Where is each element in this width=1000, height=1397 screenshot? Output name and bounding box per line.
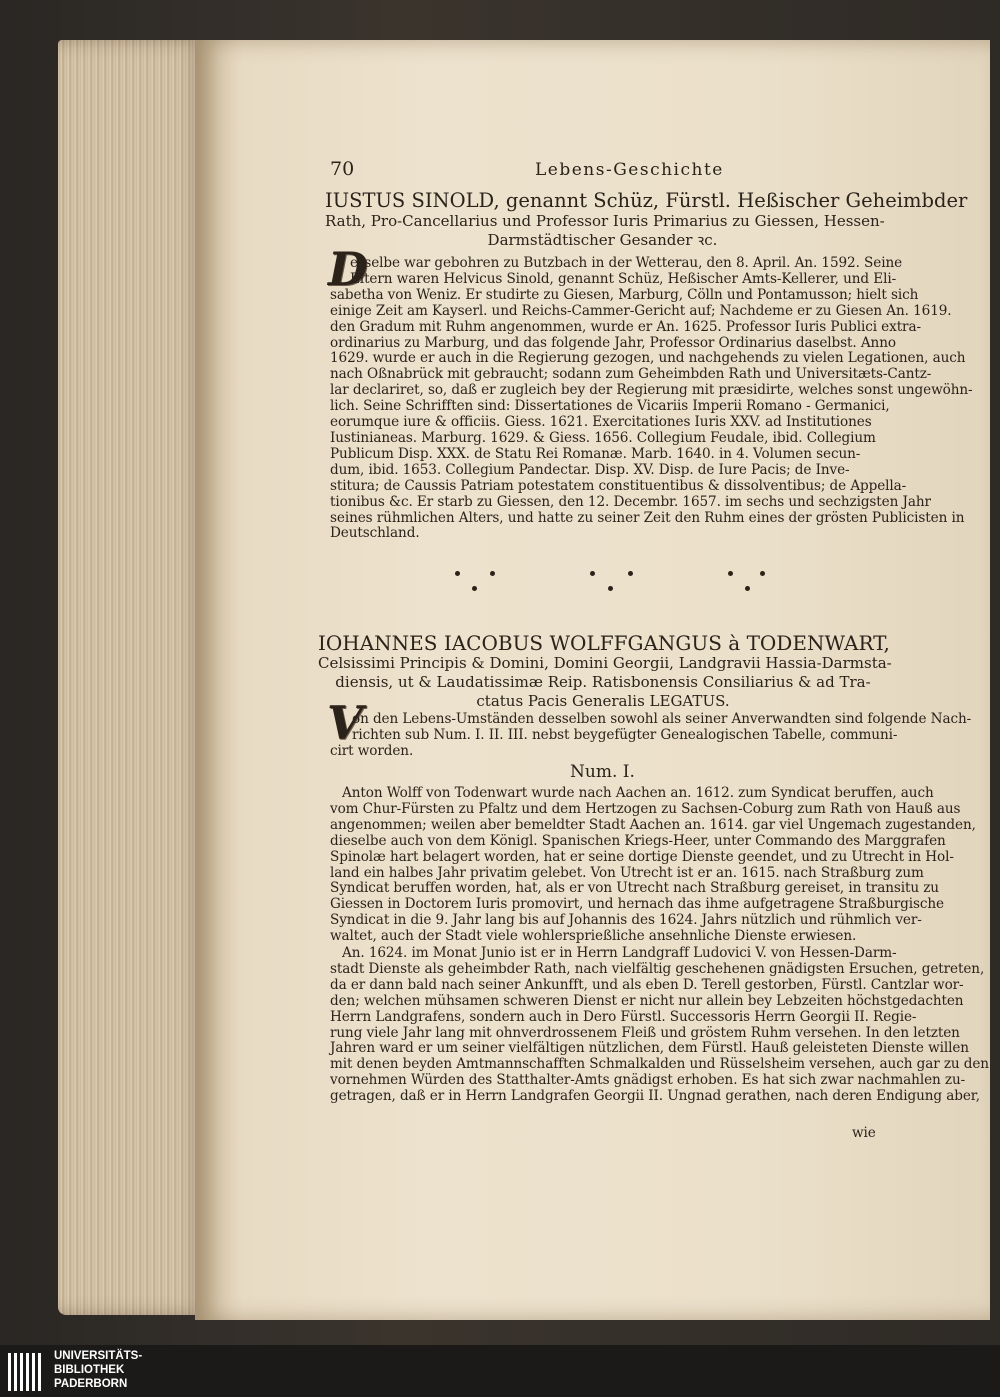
library-name-line: PADERBORN (54, 1378, 128, 1390)
text-line: nach Oßnabrück mit gebraucht; sodann zum Geheimbden Rath und Universitæts-Cantz- (330, 366, 932, 383)
page-number: 70 (330, 158, 355, 180)
ornament-dot (628, 571, 633, 576)
library-name-line: UNIVERSITÄTS- (54, 1350, 143, 1362)
text-line: tionibus &c. Er starb zu Giessen, den 12. Decembr. 1657. im sechs und sechzigsten Jahr (330, 493, 931, 510)
text-line: lich. Seine Schrifften sind: Dissertationes de Vicariis Imperii Romano - Germanici, (330, 398, 890, 415)
text-line: seines rühmlichen Alters, und hatte zu seiner Zeit den Ruhm eines der grösten Publicisten in (330, 509, 965, 526)
text-line: da er dann bald nach seiner Ankunfft, und als eben D. Terell gestorben, Fürstl. Cantzlar wor- (330, 976, 964, 993)
text-line: Herrn Landgrafens, sondern auch in Dero Fürstl. Successoris Herrn Georgii II. Regie- (330, 1008, 917, 1025)
catchword: wie (852, 1125, 876, 1141)
text-line: vornehmen Würden des Statthalter-Amts gnädigst erhoben. Es hat sich zwar nachmahlen zu- (330, 1072, 966, 1089)
entry-body-sinold (330, 255, 973, 542)
text-line: An. 1624. im Monat Junio ist er in Herrn Landgraff Ludovici V. von Hessen-Darm- (342, 945, 897, 961)
entry-heading-sinold (325, 189, 968, 250)
text-line: den Gradum mit Ruhm angenommen, wurde er An. 1625. Professor Iuris Publici extra- (330, 318, 921, 335)
text-line: richten sub Num. I. II. III. nebst beygefügter Genealogischen Tabelle, communi- (352, 726, 898, 743)
drop-cap-initial: D (328, 242, 368, 296)
text-line: Syndicat beruffen worden, hat, als er von Utrecht nach Straßburg gereiset, in transitu zu (330, 880, 939, 897)
text-line: dum, ibid. 1653. Collegium Pandectar. Disp. XV. Disp. de Iure Pacis; de Inve- (330, 461, 850, 478)
ornament-dot (490, 571, 495, 576)
ornament-dot (472, 586, 477, 591)
ornament-divider (440, 566, 780, 596)
text-line: vom Chur-Fürsten zu Pfaltz und dem Hertzogen zu Sachsen-Coburg zum Rath von Hauß aus (330, 800, 961, 817)
text-line: waltet, auch der Stadt viele wohlersprießliche ansehnliche Dienste erwiesen. (330, 928, 857, 945)
entry-intro-todenwart (330, 711, 972, 760)
heading-line: IOHANNES IACOBUS WOLFFGANGUS à TODENWART, (318, 631, 890, 655)
heading-line: Darmstädtischer Gesander ꝛc. (487, 231, 718, 249)
text-line: Jahren ward er um seiner vielfältigen nützlichen, dem Fürstl. Hauß geleisteten Dienste willen (330, 1040, 969, 1057)
ornament-dot (590, 571, 595, 576)
text-line: eorumque iure & officiis. Giess. 1621. Exercitationes Iuris XXV. ad Institutiones (330, 414, 872, 431)
library-name (54, 1349, 142, 1391)
drop-cap-initial: V (327, 696, 363, 750)
text-line: erselbe war gebohren zu Butzbach in der Wetterau, den 8. April. An. 1592. Seine (350, 255, 903, 271)
section-label: Num. I. (570, 762, 635, 782)
text-line: on den Lebens-Umständen desselben sowohl als seiner Anverwandten sind folgende Nach- (352, 711, 972, 727)
text-line: Eltern waren Helvicus Sinold, genannt Schüz, Heßischer Amts-Kellerer, und Eli- (350, 270, 897, 287)
ornament-dot (760, 571, 765, 576)
text-line: Spinolæ hart belagert worden, hat er seine dortige Dienste geendet, und zu Utrecht in Hol- (330, 848, 954, 865)
heading-line: Celsissimi Principis & Domini, Domini Georgii, Landgravii Hassia-Darmsta- (318, 654, 892, 672)
text-line: Syndicat in die 9. Jahr lang bis auf Johannis des 1624. Jahrs nützlich und rühmlich ver- (330, 912, 922, 929)
text-line: Anton Wolff von Todenwart wurde nach Aachen an. 1612. zum Syndicat beruffen, auch (342, 785, 934, 801)
heading-line: Rath, Pro-Cancellarius und Professor Iuris Primarius zu Giessen, Hessen- (325, 212, 885, 230)
library-name-line: BIBLIOTHEK (54, 1364, 125, 1376)
text-line: mit denen beyden Amtmannschafften Schmalkalden und Rüsselsheim versehen, auch gar zu den (330, 1056, 989, 1073)
running-head (330, 158, 875, 186)
text-line: cirt worden. (330, 742, 414, 759)
text-line: 1629. wurde er auch in die Regierung gezogen, und nachgehends zu vielen Legationen, auch (330, 350, 966, 367)
text-line: getragen, daß er in Herrn Landgrafen Georgii II. Ungnad gerathen, nach deren Endigung aber, (330, 1088, 980, 1105)
entry-paragraph-1 (330, 785, 976, 945)
ornament-dot (745, 586, 750, 591)
text-line: Publicum Disp. XXX. de Statu Rei Romanæ. Marb. 1640. in 4. Volumen secun- (330, 445, 861, 462)
text-line: sabetha von Weniz. Er studirte zu Giesen, Marburg, Cölln und Pontamusson; hielt sich (330, 286, 919, 303)
text-line: einige Zeit am Kayserl. und Reichs-Cammer-Gericht auf; Nachdeme er zu Giesen An. 1619. (330, 302, 952, 319)
heading-line: IUSTUS SINOLD, genannt Schüz, Fürstl. Heßischer Geheimbder (325, 189, 968, 212)
text-line: stitura; de Caussis Patriam potestatem constituentibus & dissolventibus; de Appella- (330, 477, 907, 494)
text-line: lar declariret, so, daß er zugleich bey der Regierung mit præsidirte, welches sonst ungewöhn- (330, 382, 973, 399)
text-line: Deutschland. (330, 525, 420, 542)
text-line: angenommen; weilen aber bemeldter Stadt Aachen an. 1614. gar viel Ungemach zugestanden, (330, 816, 976, 833)
text-line: stadt Dienste als geheimbder Rath, nach vielfältig geschehenen gnädigsten Ersuchen, getreten, (330, 960, 985, 977)
heading-line: diensis, ut & Laudatissimæ Reip. Ratisbonensis Consiliarius & ad Tra- (335, 673, 871, 691)
entry-paragraph-2 (330, 945, 989, 1105)
ornament-dot (608, 586, 613, 591)
text-line: rung viele Jahr lang mit ohnverdrossenem Fleiß und gröstem Ruhm versehen. In den letzten (330, 1024, 960, 1041)
heading-line: ctatus Pacis Generalis LEGATUS. (476, 692, 730, 710)
text-line: den; welchen mühsamen schweren Dienst er nicht nur allein bey Lebzeiten höchstgedachten (330, 992, 964, 1009)
text-line: dieselbe auch von dem Königl. Spanischen Kriegs-Heer, unter Commando des Marggrafen (330, 832, 946, 849)
text-line: ordinarius zu Marburg, und das folgende Jahr, Professor Ordinarius daselbst. Anno (330, 334, 896, 351)
ornament-dot (455, 571, 460, 576)
entry-heading-todenwart (318, 631, 892, 711)
text-line: land ein halbes Jahr privatim gelebet. Von Utrecht ist er an. 1615. nach Straßburg zum (330, 864, 924, 881)
ornament-dot (728, 571, 733, 576)
book-page-edges (58, 40, 208, 1315)
library-footer-bar (0, 1345, 1000, 1397)
running-title: Lebens-Geschichte (535, 160, 724, 180)
text-line: Iustinianeas. Marburg. 1629. & Giess. 1656. Collegium Feudale, ibid. Collegium (330, 429, 876, 446)
text-line: Giessen in Doctorem Iuris promovirt, und hernach das ihme aufgetragene Straßburgische (330, 896, 944, 913)
library-logo-icon (6, 1349, 46, 1395)
